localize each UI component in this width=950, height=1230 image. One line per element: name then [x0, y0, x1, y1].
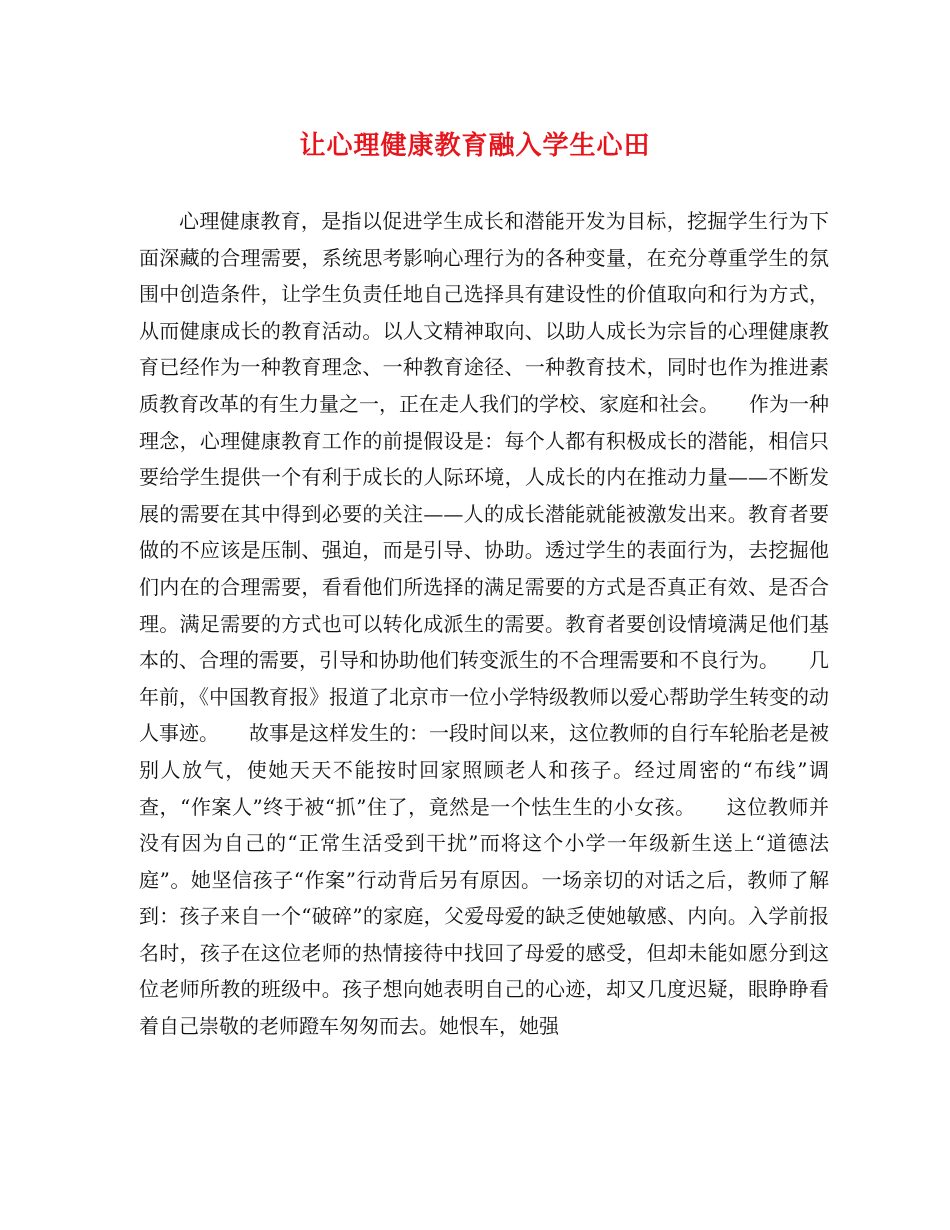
- document-body: 心理健康教育，是指以促进学生成长和潜能开发为目标，挖掘学生行为下面深藏的合理需要，系统思考影响心理行为的各种变量，在充分尊重学生的氛围中创造条件，让学生负责任地自己选择具有建设性的价值取向和行为方式，从而健康成长的教育活动。以人文精神取向、以助人成长为宗旨的心理健康教育已经作为一种教育理念、一种教育途径、一种教育技术，同时也作为推进素质教育改革的有生力量之一，正在走人我们的学校、家庭和社会。 作为一种理念，心理健康教育工作的前提假设是：每个人都有积极成长的潜能，相信只要给学生提供一个有利于成长的人际环境，人成长的内在推动力量——不断发展的需要在其中得到必要的关注——人的成长潜能就能被激发出来。教育者要做的不应该是压制、强迫，而是引导、协助。透过学生的表面行为，去挖掘他们内在的合理需要，看看他们所选择的满足需要的方式是否真正有效、是否合理。满足需要的方式也可以转化成派生的需要。教育者要创设情境满足他们基本的、合理的需要，引导和协助他们转变派生的不合理需要和不良行为。 几年前，《中国教育报》报道了北京市一位小学特级教师以爱心帮助学生转变的动人事迹。 故事是这样发生的：一段时间以来，这位教师的自行车轮胎老是被别人放气，使她天天不能按时回家照顾老人和孩子。经过周密的“布线”调查，“作案人”终于被“抓”住了，竟然是一个怯生生的小女孩。 这位教师并没有因为自己的“正常生活受到干扰”而将这个小学一年级新生送上“道德法庭”。她坚信孩子“作案”行动背后另有原因。一场亲切的对话之后，教师了解到：孩子来自一个“破碎”的家庭，父爱母爱的缺乏使她敏感、内向。入学前报名时，孩子在这位老师的热情接待中找回了母爱的感受，但却未能如愿分到这位老师所教的班级中。孩子想向她表明自己的心迹，却又几度迟疑，眼睁睁看着自己崇敬的老师蹬车匆匆而去。她恨车，她强: [139, 209, 829, 1039]
- document-title: 让心理健康教育融入学生心田: [299, 131, 651, 161]
